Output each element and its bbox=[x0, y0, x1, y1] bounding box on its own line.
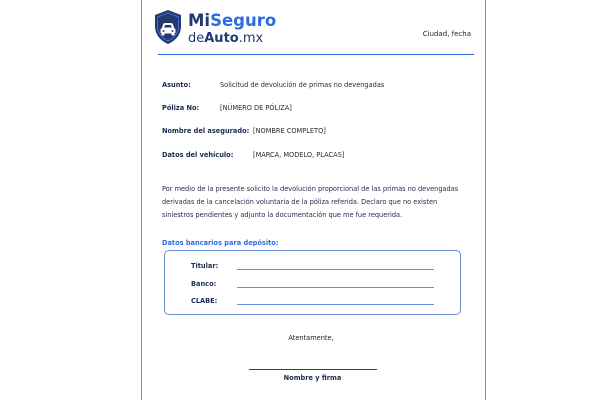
clabe-line[interactable] bbox=[237, 304, 434, 305]
body-line: Por medio de la presente solicito la devolución proporcional de las primas no devengadas bbox=[162, 185, 459, 193]
poliza-label: Póliza No: bbox=[162, 104, 200, 112]
asegurado-value: [NOMBRE COMPLETO] bbox=[253, 127, 326, 135]
header-divider bbox=[158, 54, 474, 55]
clabe-label: CLABE: bbox=[191, 297, 218, 305]
brand-auto: Auto bbox=[204, 31, 239, 46]
brand-de: de bbox=[188, 31, 205, 46]
asegurado-label: Nombre del asegurado: bbox=[162, 127, 250, 135]
brand-mi: Mi bbox=[188, 11, 211, 30]
banco-label: Banco: bbox=[191, 280, 217, 288]
signature-label: Nombre y firma bbox=[283, 374, 342, 382]
document-sheet bbox=[141, 0, 486, 400]
brand-mx: .mx bbox=[238, 31, 264, 46]
signature-line[interactable] bbox=[249, 369, 377, 370]
closing-text: Atentamente, bbox=[288, 334, 334, 342]
body-line: siniestros pendientes y adjunto la documentación que me fue requerida. bbox=[162, 211, 403, 220]
titular-label: Titular: bbox=[191, 262, 219, 270]
body-line: derivadas de la cancelación voluntaria de la póliza referida. Declaro que no existen bbox=[162, 198, 438, 207]
brand-seguro: Seguro bbox=[210, 11, 277, 30]
shield-car-icon bbox=[153, 9, 183, 45]
logo bbox=[153, 9, 277, 47]
bank-section-title: Datos bancarios para depósito: bbox=[162, 239, 279, 247]
vehiculo-label: Datos del vehículo: bbox=[162, 151, 234, 159]
brand-domain bbox=[188, 31, 263, 46]
asunto-label: Asunto: bbox=[162, 81, 191, 89]
city-date: Ciudad, fecha bbox=[422, 30, 471, 38]
bank-details-box bbox=[164, 250, 461, 315]
poliza-value: [NÚMERO DE PÓLIZA] bbox=[220, 104, 292, 112]
banco-line[interactable] bbox=[237, 287, 434, 288]
vehiculo-value: [MARCA, MODELO, PLACAS] bbox=[253, 151, 345, 159]
brand-name bbox=[188, 12, 276, 29]
body-paragraph bbox=[162, 183, 467, 223]
titular-line[interactable] bbox=[237, 269, 434, 270]
asunto-value: Solicitud de devolución de primas no devengadas bbox=[220, 81, 385, 89]
